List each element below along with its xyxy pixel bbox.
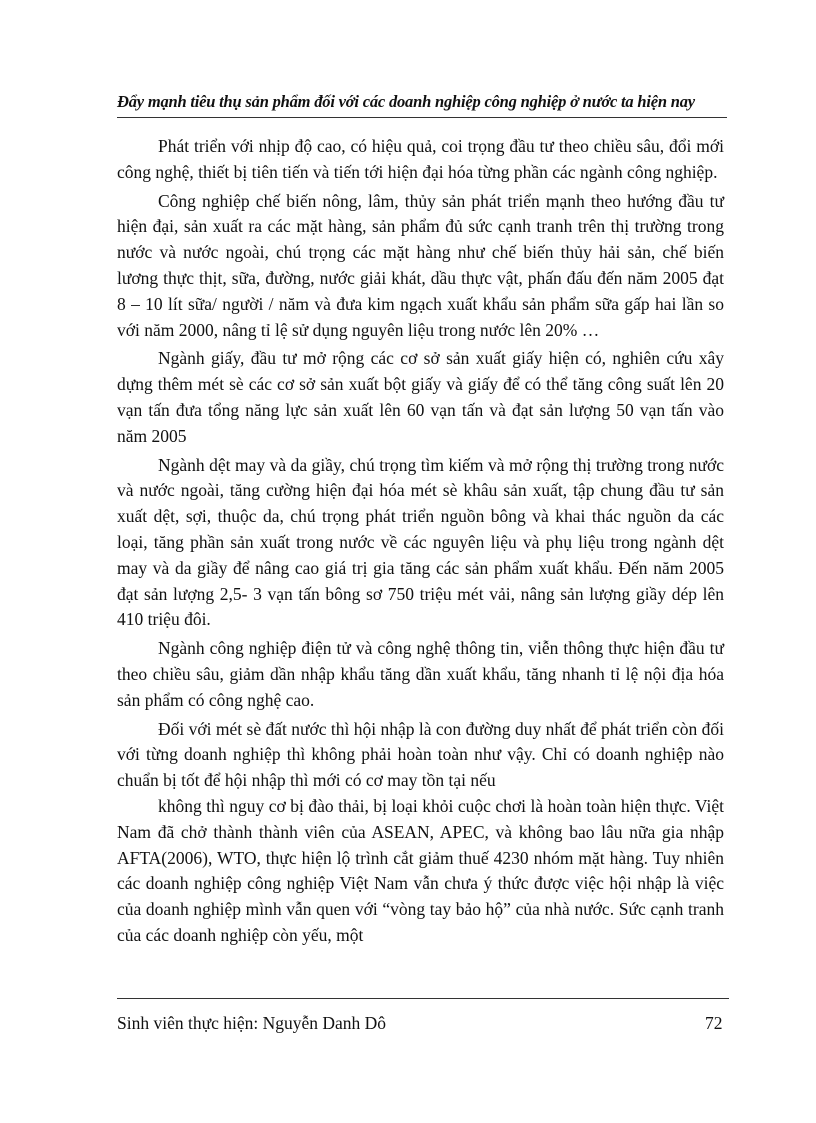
page-header-title: Đẩy mạnh tiêu thụ sản phẩm đối với các doanh nghiệp công nghiệp ở nước ta hiện nay [117, 92, 695, 111]
page-number: 72 [705, 1013, 723, 1033]
body-text [117, 134, 724, 949]
paragraph: Ngành dệt may và da giầy, chú trọng tìm kiếm và mở rộng thị trường trong nước và nước ngoài, tăng cường hiện đại hóa mét sè khâu sản xuất, tập chung đầu tư sản xuất dệt, sợi, thuộc da, chú trọng phát triển nguồn bông và khai thác nguồn da các loại, tăng phần sản xuất trong nước về các nguyên liệu và phụ liệu trong ngành dệt may và da giầy để nâng cao giá trị gia tăng các sản phẩm xuất khẩu. Đến năm 2005 đạt sản lượng 2,5- 3 vạn tấn bông sơ 750 triệu mét vải, nâng sản lượng giầy dép lên 410 triệu đôi. [117, 454, 724, 630]
paragraph: Ngành công nghiệp điện tử và công nghệ thông tin, viễn thông thực hiện đầu tư theo chiều sâu, giảm dần nhập khẩu tăng dần xuất khẩu, tăng nhanh tỉ lệ nội địa hóa sản phẩm có công nghệ cao. [117, 638, 724, 710]
paragraph: không thì nguy cơ bị đào thải, bị loại khỏi cuộc chơi là hoàn toàn hiện thực. Việt Nam đã chở thành thành viên của ASEAN, APEC, và không bao lâu nữa gia nhập AFTA(2006), WTO, thực hiện lộ trình cắt giảm thuế 4230 nhóm mặt hàng. Tuy nhiên các doanh nghiệp công nghiệp Việt Nam vẫn chưa ý thức được việc hội nhập là việc của doanh nghiệp mình vẫn quen với “vòng tay bảo hộ” của nhà nước. Sức cạnh tranh của các doanh nghiệp còn yếu, một [117, 795, 724, 945]
footer-author: Sinh viên thực hiện: Nguyễn Danh Dô [117, 1013, 387, 1033]
paragraph: Ngành giấy, đầu tư mở rộng các cơ sở sản xuất giấy hiện có, nghiên cứu xây dựng thêm mét sè các cơ sở sản xuất bột giấy và giấy để có thể tăng công suất lên 20 vạn tấn đưa tổng năng lực sản xuất lên 60 vạn tấn và đạt sản lượng 50 vạn tấn vào năm 2005 [117, 348, 724, 446]
paragraph: Phát triển với nhịp độ cao, có hiệu quả, coi trọng đầu tư theo chiều sâu, đổi mới công nghệ, thiết bị tiên tiến và tiến tới hiện đại hóa từng phần các ngành công nghiệp. [117, 136, 724, 182]
footer-divider [117, 998, 729, 999]
paragraph: Đối với mét sè đất nước thì hội nhập là con đường duy nhất để phát triển còn đối với từng doanh nghiệp thì không phải hoàn toàn như vậy. Chỉ có doanh nghiệp nào chuẩn bị tốt để hội nhập thì mới có cơ may tồn tại nếu [117, 718, 724, 791]
header-divider [117, 117, 727, 118]
paragraph: Công nghiệp chế biến nông, lâm, thủy sản phát triển mạnh theo hướng đầu tư hiện đại, sản xuất ra các mặt hàng, sản phẩm đủ sức cạnh tranh trên thị trường trong nước và nước ngoài, chú trọng các mặt hàng như chế biến thủy hải sản, chế biến lương thực thịt, sữa, đường, nước giải khát, dầu thực vật, phấn đấu đến năm 2005 đạt 8 – 10 lít sữa/ người / năm và đưa kim ngạch xuất khẩu sản phẩm sữa gấp hai lần so với năm 2000, nâng tỉ lệ sử dụng nguyên liệu trong nước lên 20% … [117, 190, 724, 340]
